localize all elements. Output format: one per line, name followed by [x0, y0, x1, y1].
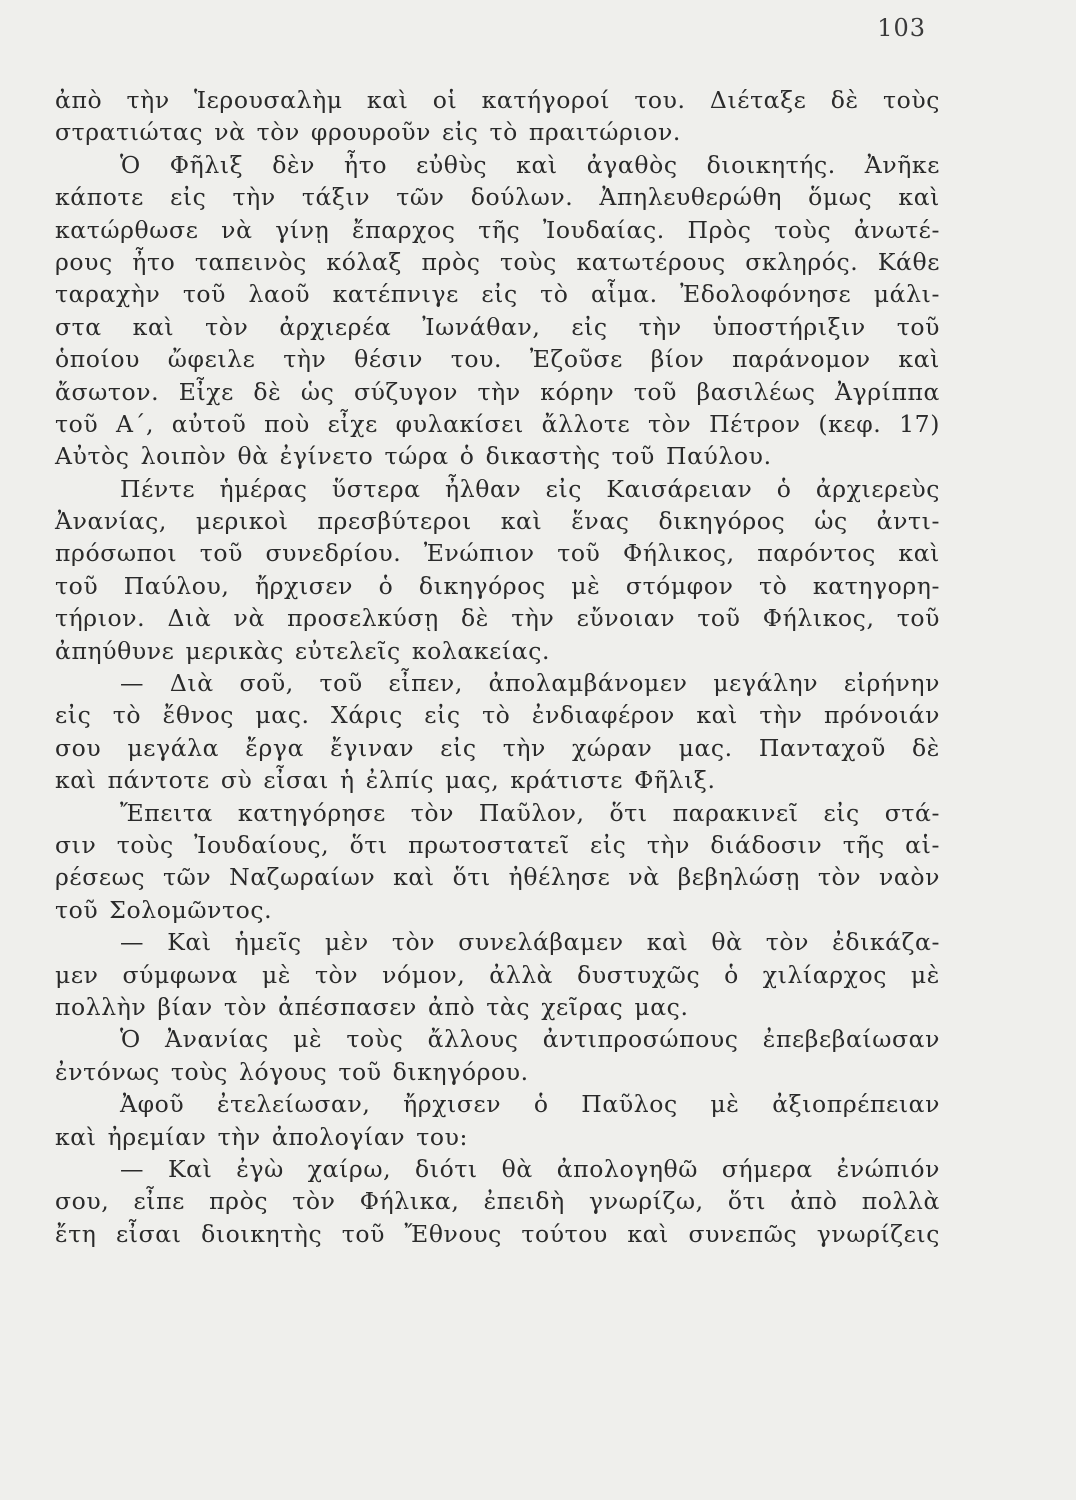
text-line: στα καὶ τὸν ἀρχιερέα Ἰωνάθαν, εἰς τὴν ὑποστήριξιν τοῦ [55, 312, 940, 341]
text-line: Ἀνανίας, μερικοὶ πρεσβύτεροι καὶ ἕνας δικηγόρος ὡς ἀντι- [55, 507, 940, 536]
text-line: ἐντόνως τοὺς λόγους τοῦ δικηγόρου. [55, 1057, 529, 1086]
text-line: ρέσεως τῶν Ναζωραίων καὶ ὅτι ἠθέλησε νὰ βεβηλώσῃ τὸν ναὸν [55, 863, 940, 892]
text-line: Ἀφοῦ ἐτελείωσαν, ἤρχισεν ὁ Παῦλος μὲ ἀξιοπρέπειαν [120, 1090, 940, 1119]
text-line: στρατιώτας νὰ τὸν φρουροῦν εἰς τὸ πραιτώριον. [55, 118, 681, 147]
text-line: ὁποίου ὤφειλε τὴν θέσιν του. Ἐζοῦσε βίον παράνομον καὶ [55, 345, 940, 374]
text-line: καὶ πάντοτε σὺ εἶσαι ἡ ἐλπίς μας, κράτιστε Φῆλιξ. [55, 766, 716, 795]
text-line: πρόσωποι τοῦ συνεδρίου. Ἐνώπιον τοῦ Φήλικος, παρόντος καὶ [55, 539, 940, 568]
text-line: — Καὶ ἡμεῖς μὲν τὸν συνελάβαμεν καὶ θὰ τὸν ἐδικάζα- [120, 928, 940, 957]
text-line: καὶ ἠρεμίαν τὴν ἀπολογίαν του: [55, 1122, 468, 1151]
text-line: Ὁ Φῆλιξ δὲν ἦτο εὐθὺς καὶ ἀγαθὸς διοικητής. Ἀνῆκε [120, 150, 940, 179]
text-line: ἔτη εἶσαι διοικητὴς τοῦ Ἔθνους τούτου καὶ συνεπῶς γνωρίζεις [55, 1219, 940, 1248]
text-line: τήριον. Διὰ νὰ προσελκύσῃ δὲ τὴν εὔνοιαν τοῦ Φήλικος, τοῦ [55, 604, 940, 633]
text-line: Ἔπειτα κατηγόρησε τὸν Παῦλον, ὅτι παρακινεῖ εἰς στά- [120, 798, 940, 827]
text-line: πολλὴν βίαν τὸν ἀπέσπασεν ἀπὸ τὰς χεῖρας μας. [55, 992, 689, 1021]
text-line: ταραχὴν τοῦ λαοῦ κατέπνιγε εἰς τὸ αἷμα. Ἐδολοφόνησε μάλι- [55, 280, 940, 309]
text-line: τοῦ Α΄, αὐτοῦ ποὺ εἶχε φυλακίσει ἄλλοτε τὸν Πέτρον (κεφ. 17) [55, 409, 940, 438]
text-line: ἀπὸ τὴν Ἱερουσαλὴμ καὶ οἱ κατήγοροί του. Διέταξε δὲ τοὺς [55, 86, 940, 114]
text-line: τοῦ Σολομῶντος. [55, 895, 273, 924]
text-line: σιν τοὺς Ἰουδαίους, ὅτι πρωτοστατεῖ εἰς τὴν διάδοσιν τῆς αἱ- [55, 830, 940, 859]
text-line: ἄσωτον. Εἶχε δὲ ὡς σύζυγον τὴν κόρην τοῦ βασιλέως Ἀγρίππα [55, 377, 940, 406]
body-text [55, 84, 940, 1250]
text-line: Πέντε ἡμέρας ὕστερα ἦλθαν εἰς Καισάρειαν ὁ ἀρχιερεὺς [120, 474, 940, 503]
page-number: 103 [877, 14, 926, 42]
text-line: ρους ἦτο ταπεινὸς κόλαξ πρὸς τοὺς κατωτέρους σκληρός. Κάθε [55, 247, 940, 276]
text-line: Ὁ Ἀνανίας μὲ τοὺς ἄλλους ἀντιπροσώπους ἐπεβεβαίωσαν [120, 1025, 940, 1054]
text-line: κατώρθωσε νὰ γίνῃ ἔπαρχος τῆς Ἰουδαίας. Πρὸς τοὺς ἀνωτέ- [55, 215, 940, 244]
text-line: — Καὶ ἐγὼ χαίρω, διότι θὰ ἀπολογηθῶ σήμερα ἐνώπιόν [120, 1154, 940, 1183]
text-line: μεν σύμφωνα μὲ τὸν νόμον, ἀλλὰ δυστυχῶς ὁ χιλίαρχος μὲ [55, 960, 940, 989]
text-line: σου, εἶπε πρὸς τὸν Φήλικα, ἐπειδὴ γνωρίζω, ὅτι ἀπὸ πολλὰ [55, 1187, 940, 1216]
text-line: κάποτε εἰς τὴν τάξιν τῶν δούλων. Ἀπηλευθερώθη ὅμως καὶ [55, 183, 940, 212]
text-line: ἀπηύθυνε μερικὰς εὐτελεῖς κολακείας. [55, 636, 551, 665]
text-line: Αὐτὸς λοιπὸν θὰ ἐγίνετο τώρα ὁ δικαστὴς τοῦ Παύλου. [55, 442, 772, 471]
text-line: — Διὰ σοῦ, τοῦ εἶπεν, ἀπολαμβάνομεν μεγάλην εἰρήνην [120, 669, 940, 698]
text-line: τοῦ Παύλου, ἤρχισεν ὁ δικηγόρος μὲ στόμφον τὸ κατηγορη- [55, 571, 940, 600]
text-line: εἰς τὸ ἔθνος μας. Χάρις εἰς τὸ ἐνδιαφέρον καὶ τὴν πρόνοιάν [55, 701, 940, 730]
text-line: σου μεγάλα ἔργα ἔγιναν εἰς τὴν χώραν μας. Πανταχοῦ δὲ [55, 733, 940, 762]
